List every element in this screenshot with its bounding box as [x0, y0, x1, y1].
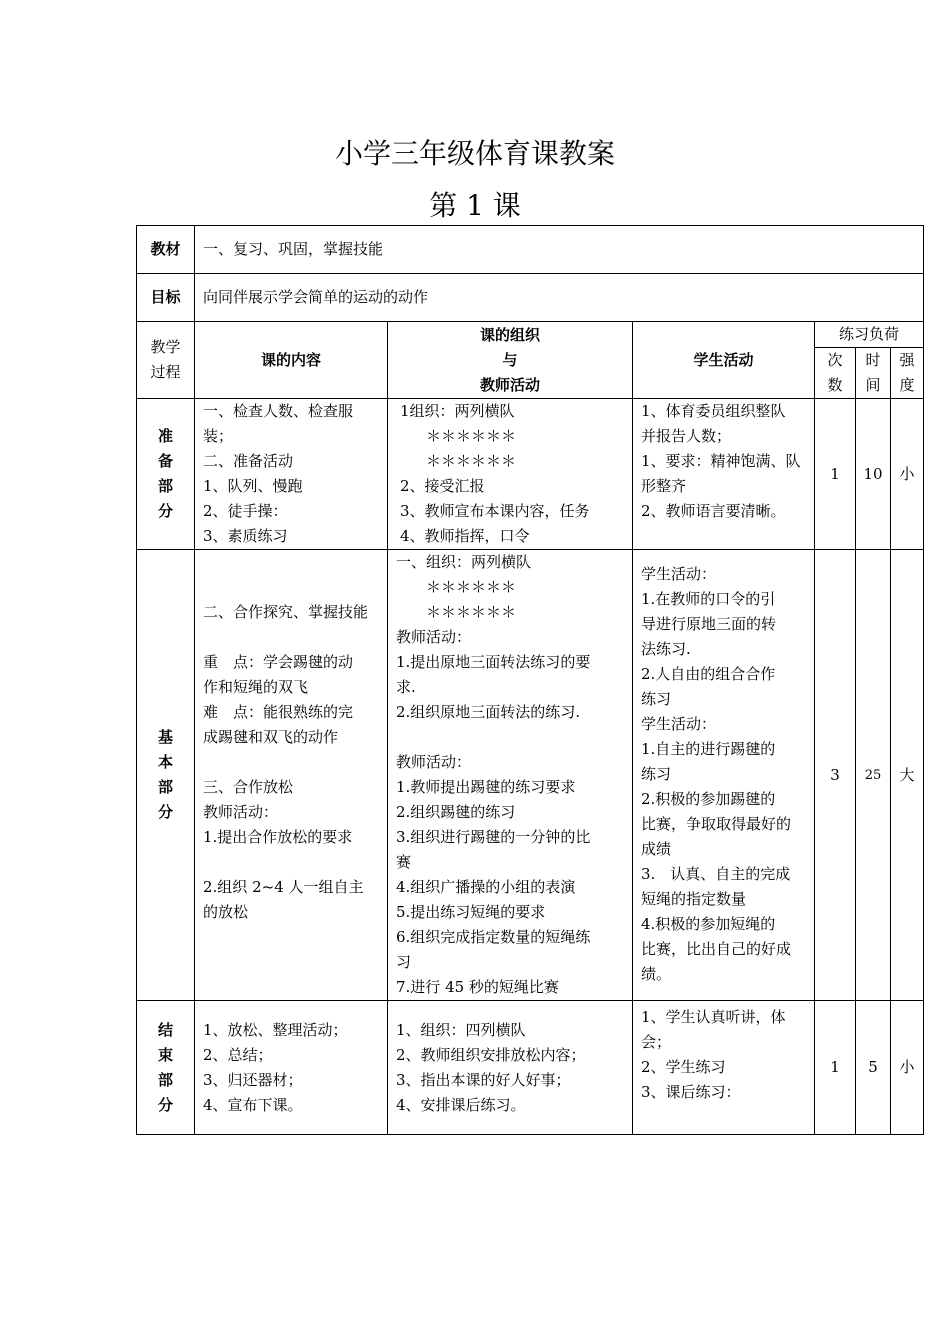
header-time: 时 间	[856, 348, 891, 399]
goal-label: 目标	[137, 274, 195, 322]
section-time: 10	[856, 399, 891, 550]
section-count: 1	[815, 1001, 856, 1135]
section-content: 二、合作探究、掌握技能 重 点：学会踢毽的动 作和短绳的双飞 难 点：能很熟练的完 成踢毽和双飞的动作 三、合作放松 教师活动： 1.提出合作放松的要求 2.组织 2~4 人一组自主 的放松	[195, 550, 388, 1001]
section-time: 5	[856, 1001, 891, 1135]
section-intensity: 小	[891, 1001, 924, 1135]
material-value: 一、复习、巩固，掌握技能	[195, 226, 924, 274]
header-organization: 课的组织 与 教师活动	[388, 322, 633, 399]
section-intensity: 小	[891, 399, 924, 550]
material-label: 教材	[137, 226, 195, 274]
section-count: 1	[815, 399, 856, 550]
section-organization: 1、组织：四列横队 2、教师组织安排放松内容； 3、指出本课的好人好事； 4、安排课后练习。	[388, 1001, 633, 1135]
section-student: 学生活动： 1.在教师的口令的引 导进行原地三面的转 法练习. 2.人自由的组合合作 练习 学生活动： 1.自主的进行踢毽的 练习 2.积极的参加踢毽的 比赛，争取取得最好的 成绩 3. 认真、自主的完成 短绳的指定数量 4.积极的参加短绳的 比赛，比出自己的好成 绩。	[633, 550, 815, 1001]
page-title: 小学三年级体育课教案	[334, 137, 615, 170]
section-time: 25	[856, 550, 891, 1001]
section-organization: 一、组织：两列横队 ＊＊＊＊＊＊ ＊＊＊＊＊＊ 教师活动： 1.提出原地三面转法练习的要 求. 2.组织原地三面转法的练习. 教师活动： 1.教师提出踢毽的练习要求 2.组织踢毽的练习 3.组织进行踢毽的一分钟的比 赛 4.组织广播操的小组的表演 5.提出练习短绳的要求 6.组织完成指定数量的短绳练 习 7.进行 45 秒的短绳比赛	[388, 550, 633, 1001]
header-student: 学生活动	[633, 322, 815, 399]
header-intensity: 强 度	[891, 348, 924, 399]
goal-value: 向同伴展示学会简单的运动的动作	[195, 274, 924, 322]
section-intensity: 大	[891, 550, 924, 1001]
header-content: 课的内容	[195, 322, 388, 399]
header-load: 练习负荷	[815, 322, 924, 348]
section-content: 1、放松、整理活动； 2、总结； 3、归还器材； 4、宣布下课。	[195, 1001, 388, 1135]
header-count: 次 数	[815, 348, 856, 399]
section-content: 一、检查人数、检查服 装； 二、准备活动 1、队列、慢跑 2、徒手操： 3、素质练习	[195, 399, 388, 550]
section-organization: 1组织：两列横队 ＊＊＊＊＊＊ ＊＊＊＊＊＊ 2、接受汇报 3、教师宣布本课内容，任务 4、教师指挥，口令	[388, 399, 633, 550]
lesson-number: 第 1 课	[429, 189, 521, 222]
header-process: 教学 过程	[137, 322, 195, 399]
section-student: 1、体育委员组织整队 并报告人数； 1、要求：精神饱满、队 形整齐 2、教师语言要清晰。	[633, 399, 815, 550]
section-name: 准 备 部 分	[137, 399, 195, 550]
lesson-plan-table	[136, 225, 924, 1135]
section-name: 基 本 部 分	[137, 550, 195, 1001]
section-name: 结 束 部 分	[137, 1001, 195, 1135]
section-student: 1、学生认真听讲，体 会； 2、学生练习 3、课后练习：	[633, 1001, 815, 1135]
section-count: 3	[815, 550, 856, 1001]
